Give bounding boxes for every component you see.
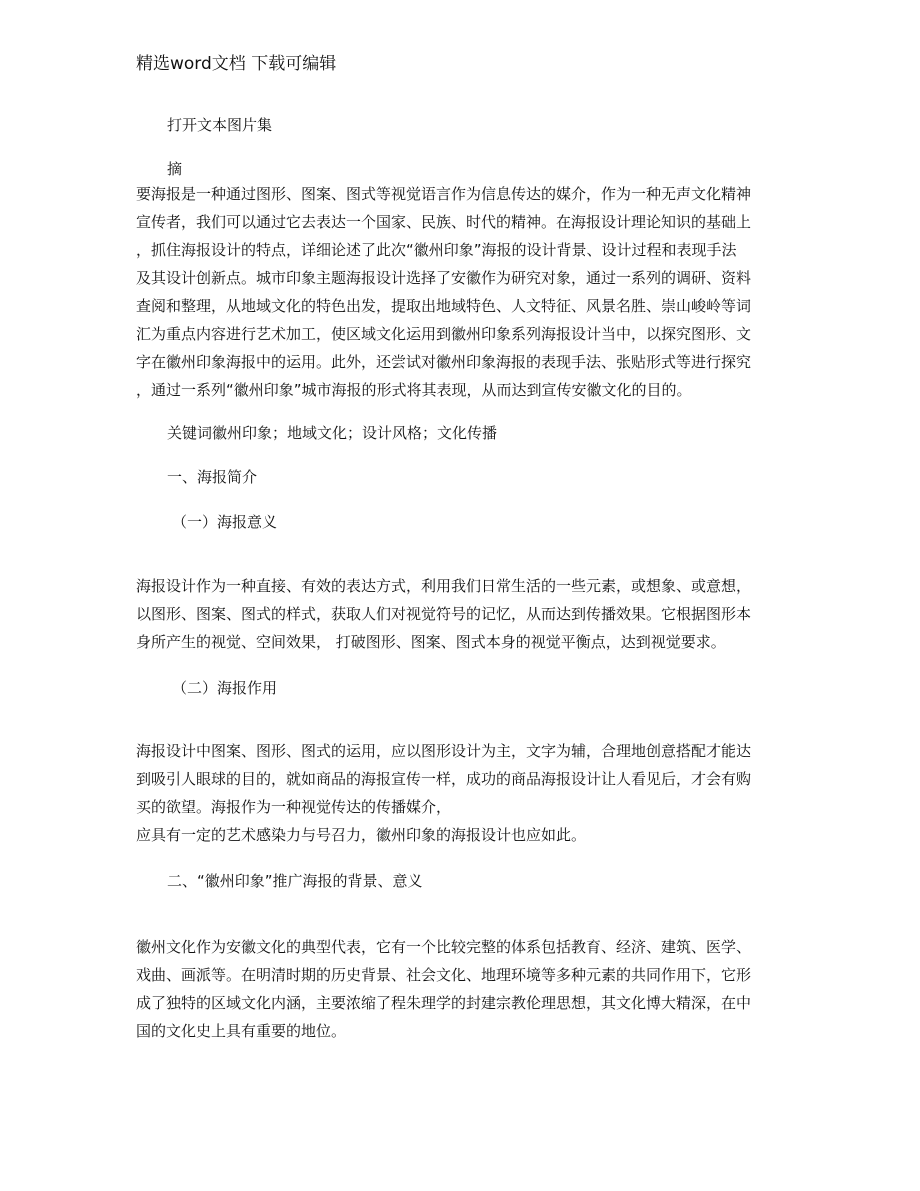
paragraph-line: 徽州文化作为安徽文化的典型代表，它有一个比较完整的体系包括教育、经济、建筑、医学、	[136, 938, 752, 956]
intro-line: 打开文本图片集	[167, 116, 273, 134]
paragraph-line: 海报设计中图案、图形、图式的运用，应以图形设计为主，文字为辅，合理地创意搭配才能达	[136, 742, 752, 760]
keywords-line: 关键词徽州印象；地域文化；设计风格；文化传播	[167, 424, 498, 442]
paragraph-line: 海报设计作为一种直接、有效的表达方式，利用我们日常生活的一些元素，或想象、或意想，	[136, 577, 752, 595]
page-header: 精选word文档 下载可编辑	[136, 54, 337, 74]
abstract-line: 宣传者，我们可以通过它去表达一个国家、民族、时代的精神。在海报设计理论知识的基础上	[136, 213, 752, 231]
paragraph-line: 到吸引人眼球的目的，就如商品的海报宣传一样，成功的商品海报设计让人看见后，才会有购	[136, 770, 752, 788]
abstract-line: 及其设计创新点。城市印象主题海报设计选择了安徽作为研究对象，通过一系列的调研、资料	[136, 269, 752, 287]
paragraph-line: 身所产生的视觉、空间效果， 打破图形、图案、图式本身的视觉平衡点，达到视觉要求。	[136, 633, 726, 651]
abstract-line: ，通过一系列“徽州印象”城市海报的形式将其表现，从而达到宣传安徽文化的目的。	[136, 381, 692, 399]
paragraph-line: 戏曲、画派等。在明清时期的历史背景、社会文化、地理环境等多种元素的共同作用下，它形	[136, 966, 752, 984]
paragraph-line: 以图形、图案、图式的样式，获取人们对视觉符号的记忆，从而达到传播效果。它根据图形本	[136, 605, 752, 623]
section1-sub2-heading: （二）海报作用	[172, 679, 278, 697]
section1-sub1-heading: （一）海报意义	[172, 513, 278, 531]
abstract-line: 查阅和整理，从地域文化的特色出发，提取出地域特色、人文特征、风景名胜、崇山峻岭等词	[136, 297, 752, 315]
abstract-line: 字在徽州印象海报中的运用。此外，还尝试对徽州印象海报的表现手法、张贴形式等进行探究	[136, 353, 752, 371]
abstract-line: 汇为重点内容进行艺术加工，使区域文化运用到徽州印象系列海报设计当中，以探究图形、文	[136, 325, 752, 343]
paragraph-line: 买的欲望。海报作为一种视觉传达的传播媒介，	[136, 798, 452, 816]
paragraph-line: 成了独特的区域文化内涵，主要浓缩了程朱理学的封建宗教伦理思想，其文化博大精深，在中	[136, 994, 752, 1012]
abstract-line: 要海报是一种通过图形、图案、图式等视觉语言作为信息传达的媒介，作为一种无声文化精神	[136, 185, 752, 203]
paragraph-line: 应具有一定的艺术感染力与号召力，徽州印象的海报设计也应如此。	[136, 826, 587, 844]
paragraph-line: 国的文化史上具有重要的地位。	[136, 1022, 347, 1040]
abstract-label: 摘	[167, 160, 183, 178]
abstract-line: ，抓住海报设计的特点，详细论述了此次“徽州印象”海报的设计背景、设计过程和表现手法	[136, 241, 737, 259]
section1-heading: 一、海报简介	[167, 468, 258, 486]
section2-heading: 二、“徽州印象”推广海报的背景、意义	[167, 872, 423, 890]
